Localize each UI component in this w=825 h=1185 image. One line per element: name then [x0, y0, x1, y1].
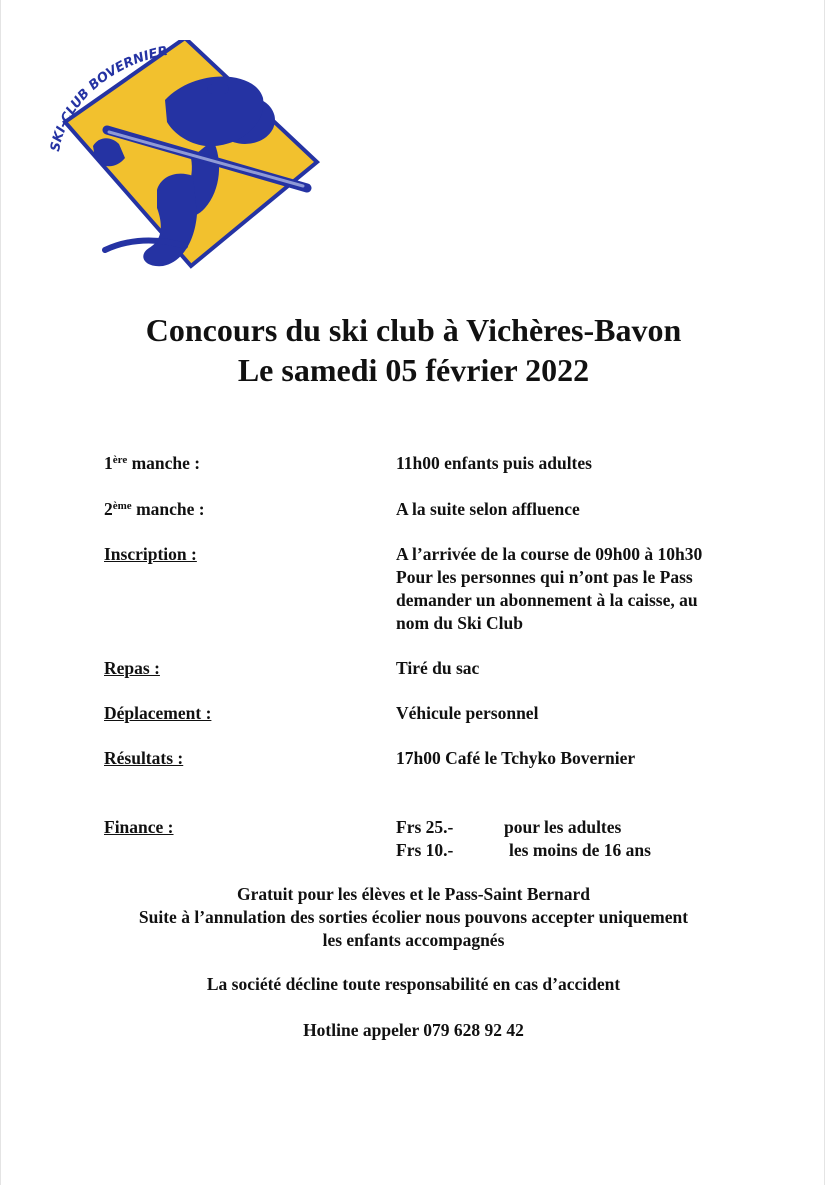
manche-2-value: A la suite selon affluence: [396, 499, 580, 519]
inscription-line: demander un abonnement à la caisse, au: [396, 590, 698, 610]
manche-1-value: 11h00 enfants puis adultes: [396, 453, 592, 473]
page-title: [1, 310, 825, 390]
ski-club-logo: [45, 40, 325, 275]
finance-desc: pour les adultes: [504, 817, 622, 837]
note-responsabilite: La société décline toute responsabilité en cas d’accident: [206, 974, 621, 994]
finance-desc: les moins de 16 ans: [509, 840, 651, 860]
title-line-2: Le samedi 05 février 2022: [237, 352, 590, 388]
manche-2-label: 2ème manche :: [104, 499, 205, 519]
resultats-label: Résultats :: [104, 748, 184, 768]
finance-label: Finance :: [104, 817, 174, 837]
inscription-line: nom du Ski Club: [396, 613, 523, 633]
finance-line-children: [396, 839, 776, 862]
finance-amount: Frs 10.-: [396, 840, 454, 860]
note-annulation-2: les enfants accompagnés: [322, 930, 505, 950]
repas-value: Tiré du sac: [396, 658, 480, 678]
inscription-line: Pour les personnes qui n’ont pas le Pass: [396, 567, 693, 587]
deplacement-label: Déplacement :: [104, 703, 212, 723]
resultats-value: 17h00 Café le Tchyko Bovernier: [396, 748, 636, 768]
manche-1-label: 1ère manche :: [104, 453, 201, 473]
finance-amount: Frs 25.-: [396, 817, 454, 837]
logo-text: SKI-CLUB BOVERNIER: [48, 43, 170, 153]
deplacement-value: Véhicule personnel: [396, 703, 539, 723]
inscription-label: Inscription :: [104, 544, 197, 564]
repas-label: Repas :: [104, 658, 160, 678]
note-hotline: Hotline appeler 079 628 92 42: [303, 1020, 524, 1040]
note-annulation-1: Suite à l’annulation des sorties écolier nous pouvons accepter uniquement: [138, 907, 689, 927]
note-gratuit: Gratuit pour les élèves et le Pass-Saint Bernard: [236, 884, 591, 904]
finance-line-adults: [396, 816, 776, 839]
finance-value: [396, 816, 776, 862]
inscription-line: A l’arrivée de la course de 09h00 à 10h30: [396, 544, 703, 564]
title-line-1: Concours du ski club à Vichères-Bavon: [145, 312, 682, 348]
inscription-value: [396, 543, 776, 635]
notes-free-entry: [1, 883, 825, 952]
